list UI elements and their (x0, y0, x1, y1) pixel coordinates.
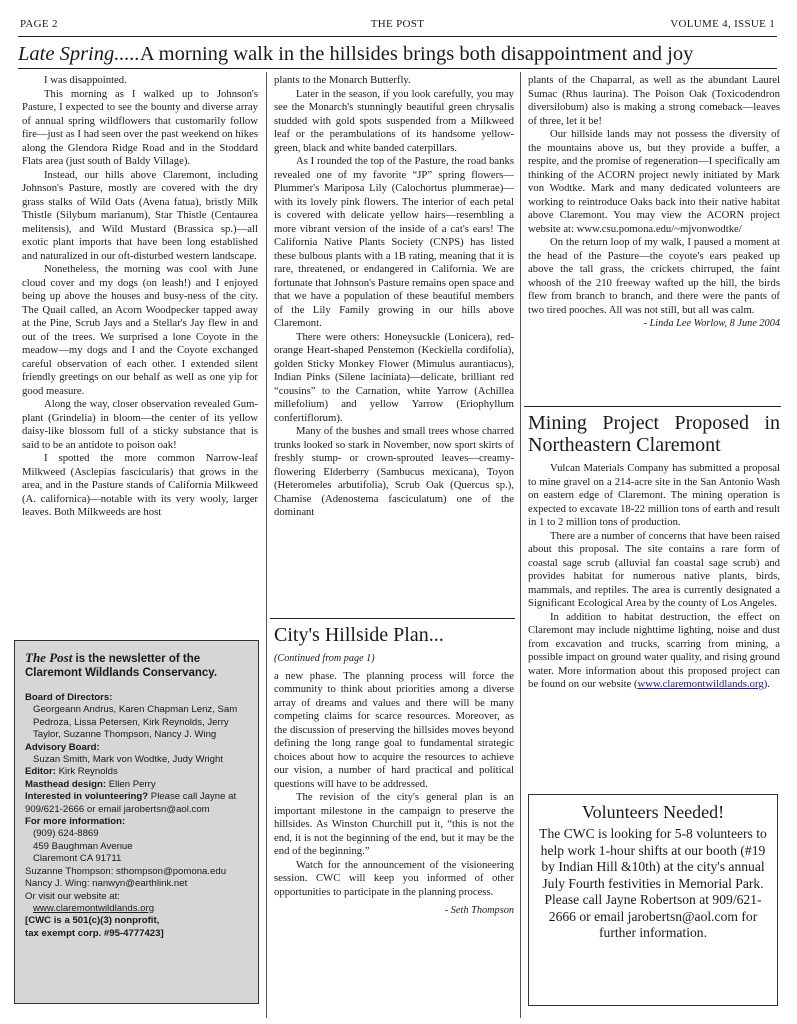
editor-label: Editor: (25, 766, 56, 778)
newsletter-info-box (14, 640, 259, 1004)
nonprofit-status-2: tax exempt corp. #95-4777423] (25, 927, 164, 939)
page-number: PAGE 2 (20, 18, 58, 30)
board-names: Georgeann Andrus, Karen Chapman Lenz, Sam Pedroza, Lissa Petersen, Kirk Reynolds, Jerry Taylor, Suzanne Thompson, Nancy J. Wing (33, 704, 238, 741)
paragraph: I spotted the more common Narrow-leaf Milkweed (Asclepias fascicularis) that grows in the area, and in the Pasture stands of California Milkweed (A. californica)—notable with its very wooly, larger leaves. Both Milkweeds are host (22, 452, 258, 518)
header-rule (18, 36, 777, 37)
hillside-plan-title: City's Hillside Plan... (274, 624, 444, 646)
continued-note: (Continued from page 1) (274, 653, 375, 664)
paragraph: This morning as I walked up to Johnson's Pasture, I expected to see the bounty and diverse array of annual spring wildflowers that customarily follow fire—just as I had seen over the past weekend on hikes along the Glendora Ridge Road and in the Stoddard Flats area (just south of Baldy Village). (22, 87, 258, 167)
phone-number: (909) 624-8869 (33, 828, 99, 840)
mining-title: Mining Project Proposed in Northeastern Claremont (528, 412, 780, 456)
website-intro: Or visit our website at: (25, 890, 120, 902)
headline-rest: A morning walk in the hillsides brings both disappointment and joy (139, 43, 694, 65)
advisory-names: Suzan Smith, Mark von Wodtke, Judy Wright (33, 754, 223, 766)
paragraph: Along the way, closer observation revealed Gum-plant (Grindelia) in bloom—the center of its yellow daisy-like blossom full of a sticky substance that is said to be an antidote to poison oak! (22, 398, 258, 451)
volunteer-label: Interested in volunteering? (25, 791, 149, 803)
contact-2: Nancy J. Wing: nanwyn@earthlink.net (25, 878, 188, 890)
paragraph: As I rounded the top of the Pasture, the road banks revealed one of my favorite “JP” spring flowers—Plummer's Mariposa Lily (Calochortus plummerae)—with its lovely pink flowers. The interior of each petal is covered with delicate yellow hairs—resembling a more vibrant version of the inside of a cat's ears! The California Native Plants Society (CNPS) has listed these bulbous plants with a 1B rating, meaning that it is rare, threatened, or endangered in California. We are fortunate that Johnson's Pasture remains open space and that we have a population of these beautiful members of the Lily Family growing in our hills above Claremont. (274, 155, 514, 329)
advisory-label: Advisory Board: (25, 741, 100, 753)
sidebar-title (25, 651, 248, 680)
volume-issue: VOLUME 4, ISSUE 1 (670, 18, 775, 30)
paragraph: Many of the bushes and small trees whose charred trunks looked so stark in November, now sport skirts of freshly stump- or crown-sprouted leaves—creamy-flowering Elderberry (Sambucus mexicana), Toyon (Heteromeles arbutifolia), Scrub Oak (Quercus sp.), Chamise (Adenostema fasciculatum) one of the dominant (274, 425, 514, 518)
paragraph: Vulcan Materials Company has submitted a proposal to mine gravel on a 214-acre site in the San Antonio Wash on eastern edge of Claremont. The mining operation is expected to excavate 18-22 million tons of earth and result in 1 to 2 million tons of production. (528, 462, 780, 528)
paragraph: There are a number of concerns that have been raised about this proposal. The site contains a rare form of coastal sage scrub (alluvial fan coastal sage scrub) and provides habitat for numerous native plants, birds, mammals, and reptiles. The area is currently designated a Significant Ecological Area by the county of Los Angeles. (528, 529, 780, 609)
contact-1: Suzanne Thompson: sthompson@pomona.edu (25, 865, 227, 877)
volunteer-text: Please call Jayne at 909/621-2666 or email jarobertsn@aol.com (25, 791, 237, 815)
article-headline (18, 42, 779, 66)
paragraph: I was disappointed. (44, 74, 127, 86)
paragraph: Watch for the announcement of the visioneering session. CWC will keep you informed of other opportunities to participate in the planning process. (274, 858, 514, 898)
paragraph: Instead, our hills above Claremont, including Johnson's Pasture, mostly are covered with the dry grass stalks of Wild Oats (Avena fatua), bristly Milk Thistle (Silybum marianum), Star Thistle (Centaurea melitensis), and Wild Mustard (Brassica sp.)—all exotic plant imports that have been long established and naturalized in our oft-disturbed western landscape. (22, 168, 258, 262)
paragraph: Later in the season, if you look carefully, you may see the Monarch's stunningly beautiful green chrysalis studded with gold spots suspended from a Milkweed leaf or the perambulations of its handsome yellow-green, black and white banded caterpillars. (274, 87, 514, 154)
author-signature: - Seth Thompson (444, 905, 514, 916)
website-link[interactable]: www.claremontwildlands.org (637, 678, 764, 690)
paragraph: Our hillside lands may not possess the diversity of the mountains above us, but they provide a buffer, a respite, and the promise of regeneration—I specifically am thinking of the ACORN project newly initiated by Mark von Wodtke. Mark and many dedicated volunteers are working to reintroduce Oaks back into their native habitat above Claremont. You may view the ACORN project website at: www.csu.pomona.edu/~mjvonwodtke/ (528, 128, 780, 235)
address-line-2: Claremont CA 91711 (33, 853, 122, 865)
mining-last-text: In addition to habitat destruction, the effect on Claremont may include nighttime lighting, noise and dust from excavation and trucks, scarring from mining, a possible impact on ground water quality, and rising ground water. More information about this proposed project can be found on our website ( (528, 610, 780, 690)
paragraph (528, 611, 780, 692)
paragraph: There were others: Honeysuckle (Lonicera), red-orange Heart-shaped Penstemon (Keckiella cordifolia), golden Sticky Monkey Flower (Mimulus aurantiacus), Indian Pinks (Silene laciniata)—delicate, brilliant red “cousins” to the Carnation, white Yarrow (Achillea millefolium) and yellow Yarrow (Eriophyllum confertiflorum). (274, 330, 514, 424)
column-divider (266, 72, 267, 1018)
paragraph: plants to the Monarch Butterfly. (274, 74, 411, 86)
article-column-2 (274, 74, 514, 520)
masthead-label: Masthead design: (25, 778, 107, 790)
author-signature: - Linda Lee Worlow, 8 June 2004 (643, 318, 780, 329)
sidebar-title-rest: is the newsletter of the Claremont Wildlands Conservancy. (25, 653, 218, 679)
article-column-3 (528, 74, 780, 331)
paragraph: a new phase. The planning process will force the community to think about priorities among a diverse array of dreams and values and there will be many competing claims for scarce resources. Moreover, as the discussion of preserving the hillsides moves beyond defining the long range goal to fundamental strategic choices about how to acquire the resources to achieve our vision, a number of hard practical and political questions will have to be addressed. (274, 669, 514, 790)
headline-italic: Late Spring..... (18, 43, 140, 65)
paragraph: plants of the Chaparral, as well as the abundant Laurel Sumac (Rhus laurina). The Poison Oak (Toxicodendron diversilobum) also is making a strong comeback—leaves of three, let it be! (528, 74, 780, 127)
paragraph: The revision of the city's general plan is an important milestone in the campaign to preserve the hillsides. As Winston Churchill put it, “this is not the end, it is not the beginning of the end, but it may be the end of the beginning.” (274, 791, 514, 857)
hillside-plan-article (274, 624, 514, 918)
sidebar-website-link[interactable]: www.claremontwildlands.org (33, 902, 155, 914)
headline-rule (18, 68, 777, 69)
volunteers-title: Volunteers Needed! (581, 802, 725, 822)
board-label: Board of Directors: (25, 692, 113, 703)
mining-article (528, 412, 780, 692)
paragraph: Nonetheless, the morning was cool with June cloud cover and my dogs (on leash!) and I enjoyed being up above the houses and busy-ness of the city. The Quail called, an Acorn Woodpecker tapped away at the Pine, Scrub Jays and a Stellar's Jay flew in and out of the trees. We surprised a lone Coyote in the meadow—my dogs and I and the Coyote exchanged careful observation of each other. I extended silent friendly greetings on our behalf as well as one yip for good measure. (22, 263, 258, 397)
article-column-1 (22, 74, 258, 520)
editor-name: Kirk Reynolds (55, 766, 118, 778)
volunteers-call: Please call Jayne Robertson at 909/621-2666 or email jarobertsn@aol.com for further information. (544, 892, 762, 940)
newsletter-name: The Post (25, 650, 73, 665)
paragraph: On the return loop of my walk, I paused a moment at the head of the Pasture—the coyote's ears peaked up above the tall grass, the crickets chirruped, the faint whoosh of the 210 freeway wafted up the hill, the birds flew from branch to branch, and there were the pants of two tired pooches. All was not still, but all was calm. (528, 236, 780, 316)
column-divider (520, 72, 521, 1018)
section-rule (524, 406, 781, 407)
volunteers-box (528, 794, 778, 1006)
volunteers-body: The CWC is looking for 5-8 volunteers to help work 1-hour shifts at our booth (#19 by Indian Hill &10th) at the city's annual July Fourth festivities in Memorial Park. (539, 826, 767, 891)
newsletter-title: THE POST (370, 18, 425, 30)
address-line-1: 459 Baughman Avenue (33, 840, 133, 852)
nonprofit-status-1: [CWC is a 501(c)(3) nonprofit, (25, 915, 160, 927)
page-header (20, 18, 775, 36)
mining-last-end: ). (763, 678, 770, 690)
masthead-name: Ellen Perry (106, 778, 156, 790)
info-label: For more information: (25, 816, 126, 828)
section-rule (270, 618, 515, 619)
